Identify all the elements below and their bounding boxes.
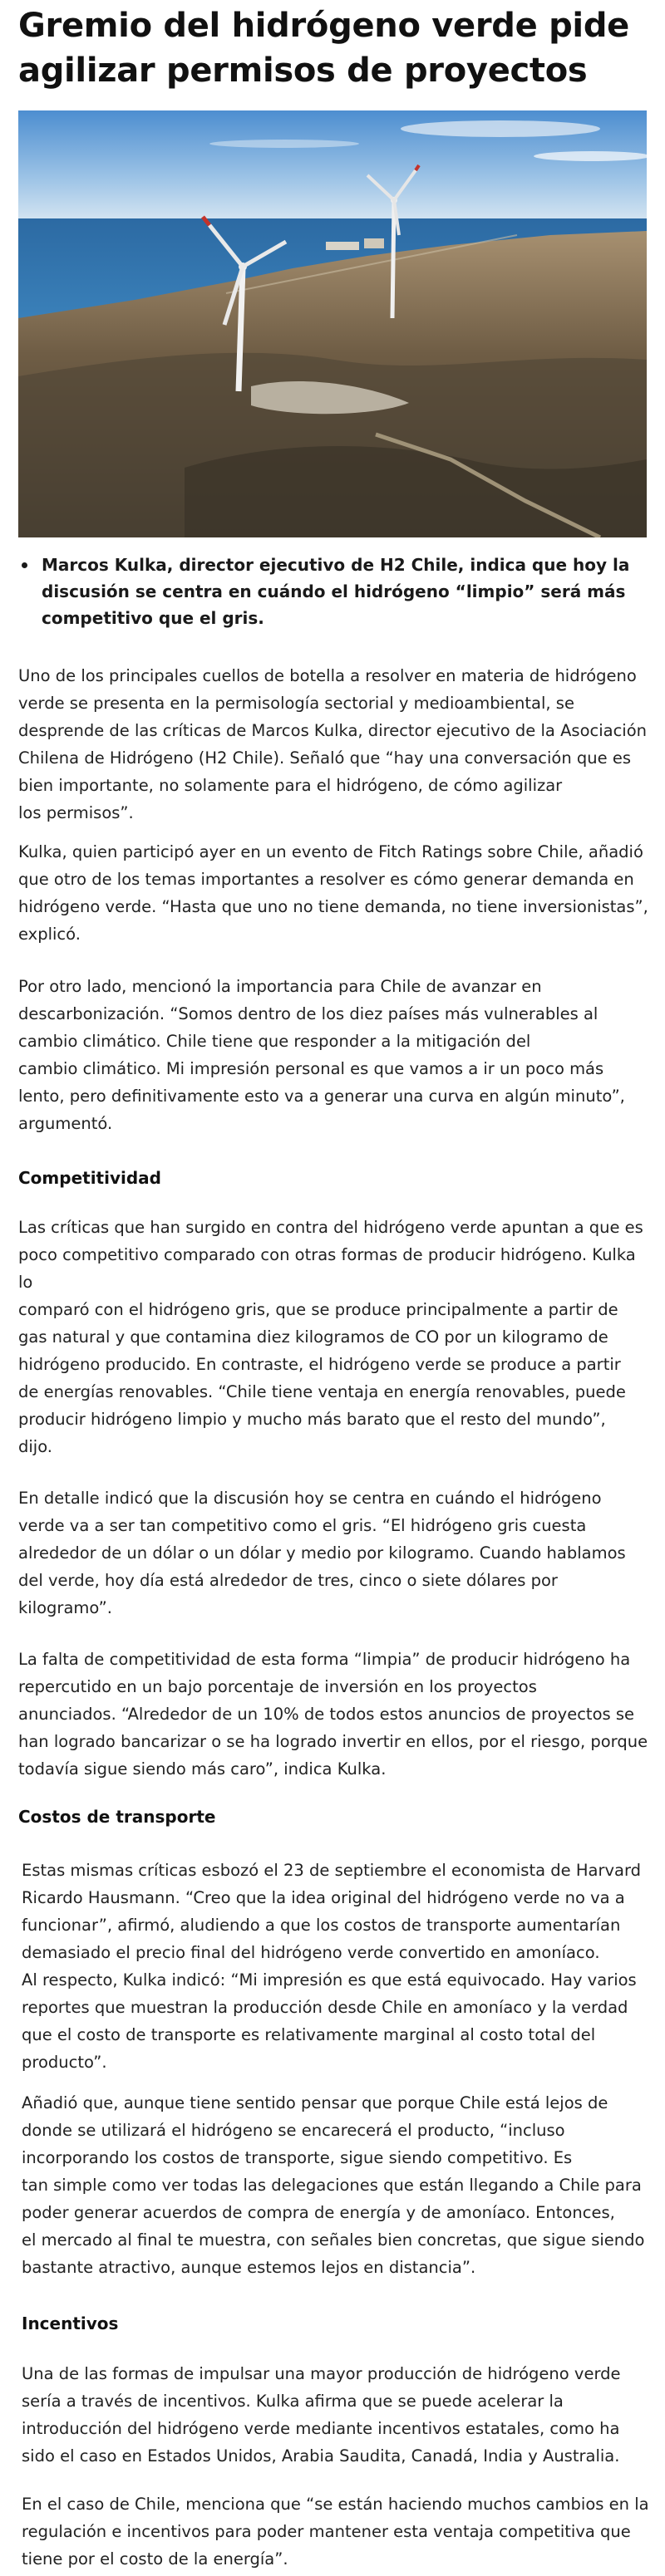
photo-wind-turbines <box>18 110 647 537</box>
paragraph-10: En el caso de Chile, menciona que “se están haciendo muchos cambios en la regulación e incentivos para poder mantener esta ventaja competitiva que tiene por el costo de la energía”. <box>22 2495 649 2569</box>
subhead-competitividad: Competitividad <box>18 1168 161 1188</box>
paragraph-5: En detalle indicó que la discusión hoy se centra en cuándo el hidrógeno verde va a ser tan competitivo como el gris. “El hidrógeno gris cuesta alrededor de un dólar o un dólar y medio por kilogramo. Cuando hablamos del verde, hoy día está alrededor de tres, cinco o siete dólares por kilogramo”. <box>18 1489 626 1617</box>
article-summary <box>18 552 657 631</box>
paragraph-9: Una de las formas de impulsar una mayor producción de hidrógeno verde sería a través de incentivos. Kulka afirma que se puede acelerar la introducción del hidrógeno verde mediante incentivos estatales, como ha sido el caso en Estados Unidos, Arabia Saudita, Canadá, India y Australia. <box>22 2364 621 2466</box>
paragraph-1: Uno de los principales cuellos de botella a resolver en materia de hidrógeno verde se presenta en la permisología sectorial y medioambiental, se desprende de las críticas de Marcos Kulka, director ejecutivo de la Asociación Chilena de Hidrógeno (H2 Chile). Señaló que “hay una conversación que es bien importante, no solamente para el hidrógeno, de cómo agilizar los permisos”. <box>18 666 648 822</box>
paragraph-4: Las críticas que han surgido en contra del hidrógeno verde apuntan a que es poco competitivo comparado con otras formas de producir hidrógeno. Kulka lo comparó con el hidrógeno gris, que se produce principalmente a partir de gas natural y que contamina diez kilogramos de CO por un kilogramo de hidrógeno producido. En contraste, el hidrógeno verde se produce a partir de energías renovables. “Chile tiene ventaja en energía renovables, puede producir hidrógeno limpio y mucho más barato que el resto del mundo”, dijo. <box>18 1218 643 1456</box>
paragraph-7: Estas mismas críticas esbozó el 23 de septiembre el economista de Harvard Ricardo Hausmann. “Creo que la idea original del hidrógeno verde no va a funcionar”, afirmó, aludiendo a que los costos de transporte aumentarían demasiado el precio final del hidrógeno verde convertido en amoníaco. Al respecto, Kulka indicó: “Mi impresión es que está equivocado. Hay varios reportes que muestran la producción desde Chile en amoníaco y la verdad que el costo de transporte es relativamente marginal al costo total del producto”. <box>22 1861 641 2072</box>
paragraph-8: Añadió que, aunque tiene sentido pensar que porque Chile está lejos de donde se utilizará el hidrógeno se encarecerá el producto, “incluso incorporando los costos de transporte, sigue siendo competitivo. Es tan simple como ver todas las delegaciones que están llegando a Chile para poder generar acuerdos de compra de energía y de amoníaco. Entonces, el mercado al final te muestra, con señales bien concretas, que sigue siendo bastante atractivo, aunque estemos lejos en distancia”. <box>22 2093 645 2277</box>
subhead-incentivos: Incentivos <box>22 2313 119 2333</box>
article-hero-image <box>18 110 647 537</box>
subhead-costos-de-transporte: Costos de transporte <box>18 1807 216 1827</box>
paragraph-3: Por otro lado, mencionó la importancia para Chile de avanzar en descarbonización. “Somos dentro de los diez países más vulnerables al cambio climático. Chile tiene que responder a la mitigación del cambio climático. Mi impresión personal es que vamos a ir un poco más lento, pero definitivamente esto va a generar una curva en algún minuto”, argumentó. <box>18 977 625 1133</box>
article-title: Gremio del hidrógeno verde pide agilizar permisos de proyectos <box>18 7 629 90</box>
paragraph-2: Kulka, quien participó ayer en un evento de Fitch Ratings sobre Chile, añadió que otro de los temas importantes a resolver es cómo generar demanda en hidrógeno verde. “Hasta que uno no tiene demanda, no tiene inversionistas”, explicó. <box>18 842 648 944</box>
paragraph-6: La falta de competitividad de esta forma “limpia” de producir hidrógeno ha repercutido en un bajo porcentaje de inversión en los proyectos anunciados. “Alrededor de un 10% de todos estos anuncios de proyectos se han logrado bancarizar o se ha logrado invertir en ellos, por el riesgo, porque todavía sigue siendo más caro”, indica Kulka. <box>18 1650 648 1779</box>
summary-item: Marcos Kulka, director ejecutivo de H2 Chile, indica que hoy la discusión se centra en cuándo el hidrógeno “limpio” será más competitivo que el gris. <box>42 552 657 631</box>
